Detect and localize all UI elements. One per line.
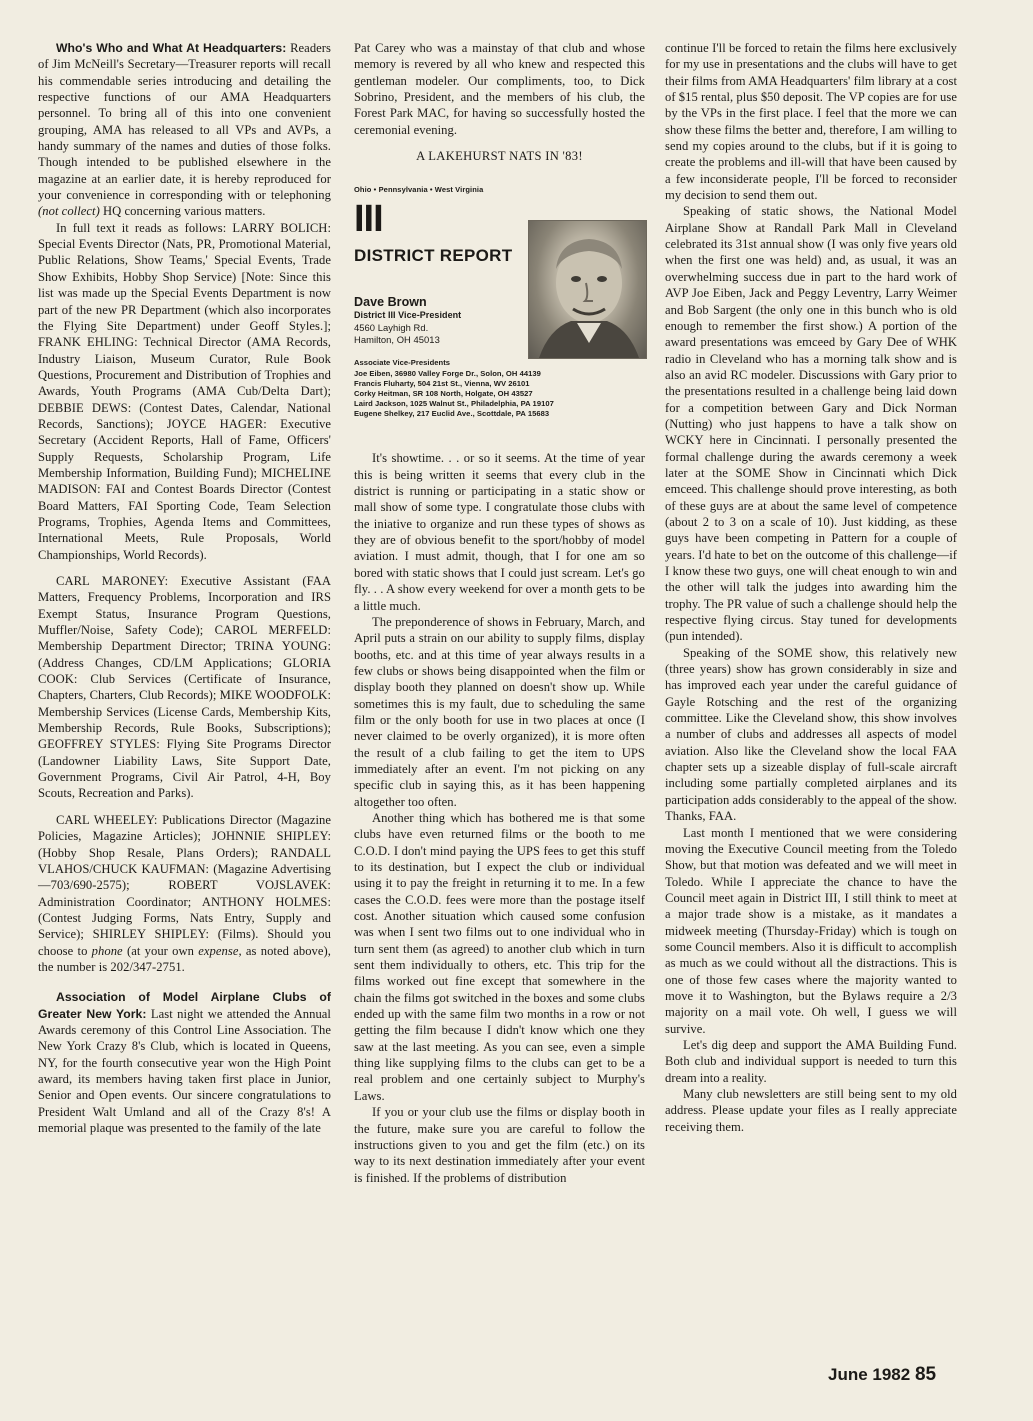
paragraph-headquarters <box>38 40 331 220</box>
body-text: (at your own <box>122 943 199 958</box>
paragraph-some-show: Speaking of the SOME show, this relatively new (three years) show has grown considerably in size and has improved each year under the careful guidance of Gayle Rotsching and the rest of the organizing committee. Like the Cleveland show, this show involves a number of clubs and addresses all aspects of model aviation. Also like the Cleveland show the local FAA chapter sets up a sizeable display of full-scale aircraft including some partially completed airplanes and its participation adds considerably to the appeal of the show. Thanks, FAA. <box>665 645 958 824</box>
body-text: Readers of Jim McNeill's Secretary—Treasurer reports will recall his commendable series introducing and detailing the respective functions of our AMA Headquarters personnel. To bring all of this into one convenient grouping, AMA has released to all VPs and AVPs, a handy summary of the names and duties of those folks. Though intended to be published elsewhere in the magazine at an earlier date, it is hereby reproduced for your convenience in corresponding with or telephoning <box>38 41 331 203</box>
italic-text: (not collect) <box>38 204 100 219</box>
portrait-illustration <box>529 221 646 358</box>
column-1 <box>38 40 331 1136</box>
page-footer <box>828 1364 936 1386</box>
body-text: as noted above), the number is 202/347-2751. <box>38 943 331 974</box>
column-2 <box>354 40 645 1186</box>
paragraph-amacgny <box>38 989 331 1136</box>
body-text: CARL WHEELEY: Publications Director (Magazine Policies, Magazine Articles); JOHNNIE SHIPLEY: (Hobby Shop Resale, Plans Orders); RANDALL VLAHOS/CHUCK KAUFMAN: (Magazine Advertising—703/690-2575); ROBERT VOJSLAVEK: Administration Coordinator; ANTHONY HOLMES: (Contest Judging Forms, Nats Entry, Supply and Service); SHIRLEY SHIPLEY: (Films). Should you choose to <box>38 812 331 958</box>
vice-president-address-line-2: Hamilton, OH 45013 <box>354 333 440 345</box>
associate-vps-header: Associate Vice-Presidents <box>354 358 451 368</box>
district-number: III <box>354 198 383 241</box>
run-in-head-headquarters: Who's Who and What At Headquarters: <box>56 41 287 55</box>
column-3 <box>665 40 957 1135</box>
associate-vps <box>354 358 554 419</box>
vice-president-info <box>354 310 461 345</box>
slogan: A LAKEHURST NATS IN '83! <box>416 149 583 164</box>
associate-vp: Joe Eiben, 36980 Valley Forge Dr., Solon, OH 44139 <box>354 368 541 378</box>
paragraph-static-shows: Speaking of static shows, the National Model Airplane Show at Randall Park Mall in Cleveland celebrated its 31st annual show (I was only five years old when the first one was held) and, as usual, it was an overwhelming success due in part to the hard work of AVP Joe Eiben, Jack and Peggy Leventry, Larry Weimer and Bob Sargent (the only one in this bunch who is old enough to remember the first show.) A portion of the award presentations was emceed by Gary Dee of WHK radio in Cleveland who has a morning talk show and is also an avid RC modeler. Discussions with Gary prior to the presentations resulted in a challenge being laid down for a competition between Gary and Dick Norman (Nutting) who just happens to have a talk show on WCKY here in Cincinnati. I personally presented the formal challenge during the awards ceremony a week later at the SOME Show in Cincinnati which Dick emceed. This challenge should prove interesting, as both of these guys are at about the same level of competence (about 2 to 3 on a scale of 10). Just kidding, as these guys have been competing in Pattern for a couple of years. I'd hate to bet on the outcome of this challenge—if I know these two guys, one will cheat enough to win and the other will talk the judges into awarding him the trophy. The PR value of such a challenge should help the respective flying circus. Stay tuned for developments (pun intended). <box>665 204 957 644</box>
issue-date: June 1982 <box>828 1365 911 1384</box>
vice-president-name: Dave Brown <box>354 295 427 310</box>
associate-vp: Eugene Shelkey, 217 Euclid Ave., Scottdale, PA 15683 <box>354 409 550 419</box>
district-report-header <box>354 182 645 482</box>
body-text: HQ concerning various matters. <box>99 204 266 219</box>
paragraph-newsletters: Many club newsletters are still being sent to my old address. Please update your files as I really appreciate receiving them. <box>665 1087 957 1134</box>
italic-text: expense, <box>198 943 242 958</box>
vice-president-address-line-1: 4560 Layhigh Rd. <box>354 322 429 333</box>
paragraph-preponderence: The preponderence of shows in February, March, and April puts a strain on our ability to supply films, display booths, etc. and at this time of year always results in a few clubs or shows being disappointed when the film or display booth they planned on doesn't show up. While sometimes this is my fault, due to scheduling the same film or the only booth for use in two places at once (I never claimed to be overly organized), it is more often the result of a club failing to get the item to UPS immediately after an event. I'm not picking on any specific club in saying this, as it has been happening altogether too often. <box>354 614 645 809</box>
paragraph-cod: Another thing which has bothered me is that some clubs have even returned films or the booth to me C.O.D. I don't mind paying the UPS fees to get this stuff to its destination, but I expect the club or individual using it to pay the freight in returning it to me. In a few cases the C.O.D. fees were more than the postage itself cost. Another situation which caused some confusion was when I sent two films out to one individual who in turn sent them (as agreed) to another club which in turn sent them individually to others, etc. This trip for the films worked out fine except that somewhere in the chain the films got switched in the boxes and some clubs ended up with the same film two months in a row or not getting the film because I didn't know which one they saw at the last meeting. As you can see, even a simple thing like supplying films to the clubs can get to be a real problem and one certainly subject to Murphy's Laws. <box>354 810 645 1103</box>
associate-vp: Corky Heitman, SR 108 North, Holgate, OH 43527 <box>354 389 533 399</box>
paragraph-building-fund: Let's dig deep and support the AMA Building Fund. Both club and individual support is needed to turn this dream into a reality. <box>665 1037 957 1085</box>
vice-president-title: District III Vice-President <box>354 310 462 321</box>
paragraph-staff-list-1: In full text it reads as follows: LARRY BOLICH: Special Events Director (Nats, PR, Promotional Material, Public Relations, Show Teams,' Special Events, Trade Show Exhibits, Hobby Shop Service) [Note: Since this list was made up the Special Events Department is now part of the new PR Department (which also incorporates the Flying Site Department) under Geoff Styles.]; FRANK EHLING: Technical Director (AMA Records, Industry Liaison, Museum Curator, Rule Book Questions, Procurement and Distribution of Trophies and Awards, Youth Programs (AMA Cub/Delta Dart); DEBBIE DEWS: (Contest Dates, Calendar, National Records, Sanctions); JOYCE HAGER: Executive Secretary (Accident Reports, Hall of Fame, Officers' Supply Requests, Scholarship Program, Life Membership Information, Building Fund); MICHELINE MADISON: FAI and Contest Boards Director (Contest Board Matters, FAI Sporting Code, Team Selection Programs, Trophies, Agenda Items and Committees, International Meets, Rule Proposals, World Championships, World Records). <box>38 220 331 562</box>
paragraph-staff-list-2: CARL MARONEY: Executive Assistant (FAA Matters, Frequency Problems, Incorporation and IRS Exempt Status, Insurance Program Questions, Muffler/Noise, Safety Code); CAROL MERFELD: Membership Department Director; TRINA YOUNG: (Address Changes, CD/LM Applications; GLORIA COOK: Club Services (Certificate of Insurance, Chapters, Charters, Club Records); MIKE WOODFOLK: Membership Services (License Cards, Membership Kits, Membership Records, Rule Books, Subscriptions); GEOFFREY STYLES: Flying Site Programs Director (Landowner Liability Laws, Site Support Date, Government Programs, Civil Air Patrol, 4-H, Boy Scouts, Recreation and Parks). <box>38 574 331 801</box>
vice-president-photo <box>528 220 647 359</box>
body-text: Last night we attended the Annual Awards ceremony of this Control Line Association. The New York Crazy 8's Club, which is located in Queens, NY, for the fourth consecutive year won the High Point award, its members having taken first place in Junior, Senior and Open events. Our sincere congratulations to President Walt Umland and all of the Crazy 8's! A memorial plaque was presented to the family of the late <box>38 1006 331 1135</box>
district-report-title: DISTRICT REPORT <box>354 246 513 266</box>
paragraph-future: If you or your club use the films or display booth in the future, make sure you are careful to follow the instructions given to you and get the film (etc.) on its way to its next destination immediately after your event is finished. If the problems of distribution <box>354 1105 645 1185</box>
district-states: Ohio • Pennsylvania • West Virginia <box>354 185 484 195</box>
paragraph-films: continue I'll be forced to retain the films here exclusively for my use in presentations and the clubs will have to get their films from AMA Headquarters' film library at a cost of $15 rental, plus $50 deposit. The VP copies are for use by the VPs in the first place. I feel that the more we can show these films the better and, therefore, I am willing to send my copies around to the clubs, but if it is going to create the problems and ill-will that have been caused by a few inconsiderate people, I'll be forced to reconsider my decision to send them out. <box>665 41 957 203</box>
paragraph-pat-carey: Pat Carey who was a mainstay of that club and whose memory is revered by all who knew and respected this gentleman modeler. Our compliments, too, to Dick Sobrino, President, and the members of his club, the Forest Park MAC, for having so successfully hosted the ceremonial evening. <box>354 41 645 137</box>
page-number: 85 <box>914 1364 937 1385</box>
paragraph-staff-list-3 <box>38 812 331 975</box>
associate-vp: Laird Jackson, 1025 Walnut St., Philadelphia, PA 19107 <box>354 399 554 409</box>
italic-text: phone <box>91 943 123 958</box>
paragraph-showtime: It's showtime. . . or so it seems. At the time of year this is being written it seems that every club in the district is running or participating in a static show or mall show of some type. I congratulate those clubs with the iniative to organize and run these types of shows as they are of obvious benefit to the sport/hobby of model aviation. I must admit, though, that I for one am so bored with static shows that I could just scream. Let's go fly. . . A show every weekend for over a month gets to be a little much. <box>354 451 645 613</box>
paragraph-executive-council: Last month I mentioned that we were considering moving the Executive Council meeting from the Toledo Show, but that motion was defeated and we will meet in Toledo. While I appreciate the chance to have the Council meet again in District III, I still think to meet at a major trade show is a mistake, as it mandates a midweek meeting (Thursday-Friday) which is tough on some Council members. Also it is difficult to accomplish as much as we could without all the distractions. This is one of those few cases where the majority wanted to move it to Washington, but the Bylaws require a 2/3 majority on a mail vote. Oh well, I guess we will survive. <box>665 825 957 1036</box>
associate-vp: Francis Fluharty, 504 21st St., Vienna, WV 26101 <box>354 378 530 388</box>
run-in-head-amacgny: Association of Model Airplane Clubs of Greater New York: <box>38 990 331 1021</box>
